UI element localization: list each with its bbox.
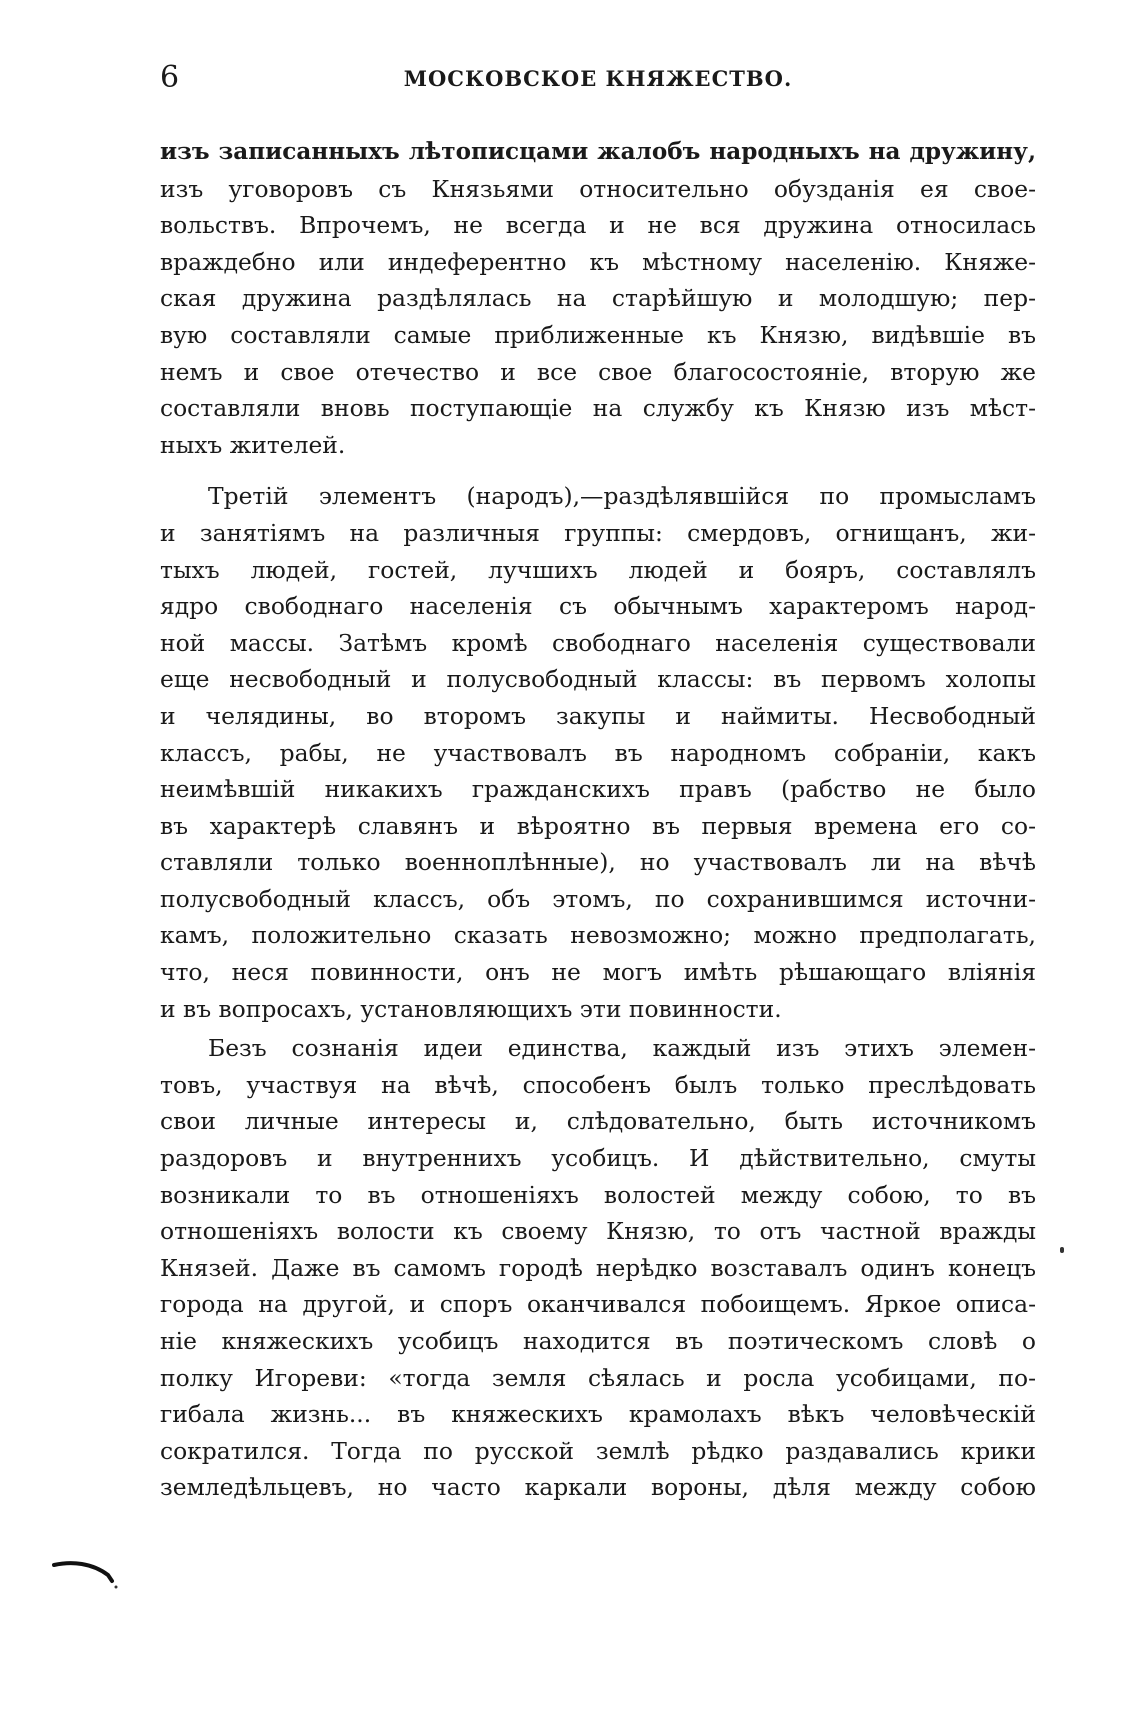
text-line: и занятіямъ на различныя группы: смердовъ, огнищанъ, жи- [160,518,1036,547]
page-body [160,134,1036,1506]
text-line: въ характерѣ славянъ и вѣроятно въ первыя времена его со- [160,811,1036,840]
text-line: отношеніяхъ волости къ своему Князю, то отъ частной вражды [160,1217,1036,1246]
text-line: еще несвободный и полусвободный классы: въ первомъ холопы [160,665,1036,694]
paragraph-1 [160,134,1036,463]
text-line: немъ и свое отечество и все свое благосостояніе, вторую же [160,357,1036,386]
text-line: и въ вопросахъ, установляющихъ эти повинности. [160,994,782,1023]
text-line: полку Игореви: «тогда земля сѣялась и росла усобицами, по- [160,1363,1036,1392]
page-number: 6 [160,60,180,95]
paragraph-3 [160,1030,1036,1506]
page-header [160,58,1036,98]
text-line: гибала жизнь... въ княжескихъ крамолахъ вѣкъ человѣческій [160,1400,1036,1429]
stray-ink-dot [1060,1247,1064,1253]
text-line: ныхъ жителей. [160,430,346,459]
text-line: Князей. Даже въ самомъ городѣ нерѣдко возставалъ одинъ конецъ [160,1253,1036,1282]
text-line: ядро свободнаго населенія съ обычнымъ характеромъ народ- [160,592,1036,621]
margin-pen-mark [52,1553,122,1593]
text-line: возникали то въ отношеніяхъ волостей между собою, то въ [160,1180,1036,1209]
text-line: враждебно или индеферентно къ мѣстному населенію. Княже- [160,247,1036,276]
text-line: неимѣвшій никакихъ гражданскихъ правъ (рабство не было [160,775,1036,804]
text-line: сократился. Тогда по русской землѣ рѣдко раздавались крики [160,1436,1036,1465]
text-line: и челядины, во второмъ закупы и наймиты. Несвободный [160,701,1036,730]
text-line: изъ записанныхъ лѣтописцами жалобъ народныхъ на дружину, [160,138,1036,165]
text-line: полусвободный классъ, объ этомъ, по сохранившимся источни- [160,884,1036,913]
text-line: ставляли только военноплѣнные), но участвовалъ ли на вѣчѣ [160,848,1036,877]
text-line: камъ, положительно сказать невозможно; можно предполагать, [160,921,1036,950]
text-line: классъ, рабы, не участвовалъ въ народномъ собраніи, какъ [160,738,1036,767]
text-line: города на другой, и споръ оканчивался побоищемъ. Яркое описа- [160,1290,1036,1319]
text-line: вольствъ. Впрочемъ, не всегда и не вся дружина относилась [160,211,1036,240]
text-line: земледѣльцевъ, но часто каркали вороны, дѣля между собою [160,1473,1036,1502]
text-line: что, неся повинности, онъ не могъ имѣть рѣшающаго вліянія [160,958,1036,987]
text-line: ская дружина раздѣлялась на старѣйшую и молодшую; пер- [160,284,1036,313]
text-line: ной массы. Затѣмъ кромѣ свободнаго населенія существовали [160,628,1036,657]
running-title: МОСКОВСКОЕ КНЯЖЕСТВО. [403,66,793,91]
text-line: составляли вновь поступающіе на службу къ Князю изъ мѣст- [160,394,1036,423]
paragraph-2 [160,478,1036,1027]
text-line: вую составляли самые приближенные къ Князю, видѣвшіе въ [160,320,1036,349]
text-line: Безъ сознанія идеи единства, каждый изъ этихъ элемен- [208,1034,1036,1063]
text-line: Третій элементъ (народъ),—раздѣлявшійся по промысламъ [208,482,1036,511]
text-line: свои личные интересы и, слѣдовательно, быть источникомъ [160,1107,1036,1136]
text-line: изъ уговоровъ съ Князьями относительно обузданія ея свое- [160,174,1036,203]
text-line: ніе княжескихъ усобицъ находится въ поэтическомъ словѣ о [160,1327,1036,1355]
text-line: товъ, участвуя на вѣчѣ, способенъ былъ только преслѣдовать [160,1070,1036,1099]
text-line: раздоровъ и внутреннихъ усобицъ. И дѣйствительно, смуты [160,1144,1036,1173]
text-line: тыхъ людей, гостей, лучшихъ людей и бояръ, составлялъ [160,555,1036,584]
